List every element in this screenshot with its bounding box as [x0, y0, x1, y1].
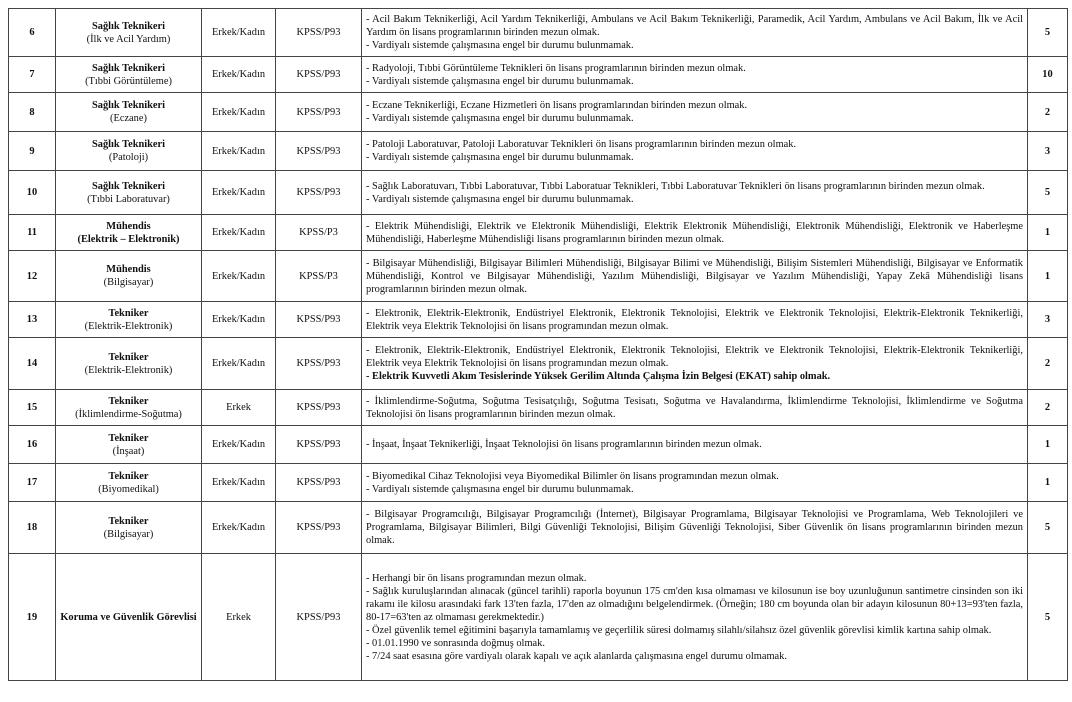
position-subtitle: (Elektrik-Elektronik)	[84, 320, 173, 332]
table-row	[9, 251, 1068, 302]
gender-cell: Erkek/Kadın	[202, 464, 276, 502]
position-subtitle: (Tıbbi Laboratuvar)	[87, 193, 170, 205]
quota-cell: 1	[1028, 215, 1068, 251]
position-title: Tekniker	[108, 351, 149, 363]
row-number: 16	[9, 426, 56, 464]
row-number: 17	[9, 464, 56, 502]
requirements-cell	[362, 171, 1028, 215]
position-title: Koruma ve Güvenlik Görevlisi	[60, 611, 197, 623]
quota-cell: 2	[1028, 338, 1068, 390]
position-title: Sağlık Teknikeri	[91, 20, 166, 32]
exam-score-type-cell: KPSS/P93	[276, 93, 362, 132]
requirement-item: - Vardiyalı sistemde çalışmasına engel bir durumu bulunmamak.	[366, 75, 634, 87]
gender-cell: Erkek/Kadın	[202, 9, 276, 57]
position-title: Sağlık Teknikeri	[91, 100, 166, 111]
requirements-cell	[362, 302, 1028, 338]
row-number: 9	[9, 132, 56, 171]
position-title-cell	[56, 338, 202, 390]
requirement-item: - 7/24 saat esasına göre vardiyalı olarak kapalı ve açık alanlarda çalışmasına engel durumu olmamak.	[366, 650, 787, 662]
gender-cell: Erkek/Kadın	[202, 57, 276, 93]
table-row	[9, 132, 1068, 171]
quota-cell: 5	[1028, 171, 1068, 215]
gender-cell: Erkek/Kadın	[202, 502, 276, 554]
exam-score-type-cell: KPSS/P93	[276, 171, 362, 215]
position-title: Tekniker	[108, 470, 149, 482]
requirement-item: - Sağlık kuruluşlarından alınacak (güncel tarihli) raporla boyunun 175 cm'den kısa olmaması ve kilosunun ise boy uzunluğunun santimetre cinsinden son iki rakamı ile kilosu arasındaki fark 13'ten fazla, 17'den az olmadığını belgelendirmek. (Örneğin; 180 cm boyunda olan bir adayın kilosunun 80+13=93'ten fazla, 80-17=63'ten az olmaması gerekmektedir.)	[366, 585, 1023, 623]
position-title: Tekniker	[108, 432, 149, 444]
table-row	[9, 302, 1068, 338]
position-subtitle: (İklimlendirme-Soğutma)	[75, 408, 182, 420]
requirement-item: - Biyomedikal Cihaz Teknolojisi veya Biyomedikal Bilimler ön lisans programından mezun olmak.	[366, 470, 779, 482]
quota-cell: 5	[1028, 502, 1068, 554]
position-title: Sağlık Teknikeri	[91, 62, 166, 74]
requirement-item-bold: - Elektrik Kuvvetli Akım Tesislerinde Yüksek Gerilim Altında Çalışma İzin Belgesi (EKAT) sahip olmak.	[366, 371, 831, 382]
requirement-item: - Bilgisayar Programcılığı, Bilgisayar Programcılığı (İnternet), Bilgisayar Programlama, Bilgisayar Teknolojisi ve Programlama, Web Teknolojileri ve Programlama, Bilgisayar Bilimleri, Bilgi Güvenliği Teknolojisi, Bilişim Güvenliği Teknolojisi, Siber Güvenlik ön lisans programlarının birinden mezun olmak.	[366, 509, 1023, 546]
requirement-item: - İnşaat, İnşaat Teknikerliği, İnşaat Teknolojisi ön lisans programlarının birinden mezun olmak.	[366, 439, 762, 450]
gender-cell: Erkek	[202, 554, 276, 681]
position-title: Tekniker	[108, 515, 149, 527]
exam-score-type-cell: KPSS/P93	[276, 464, 362, 502]
requirements-cell	[362, 338, 1028, 390]
requirements-cell	[362, 132, 1028, 171]
requirement-item: - Vardiyalı sistemde çalışmasına engel bir durumu bulunmamak.	[366, 483, 634, 495]
quota-cell: 1	[1028, 464, 1068, 502]
position-subtitle: (Bilgisayar)	[103, 277, 154, 288]
position-title: Sağlık Teknikeri	[91, 180, 166, 192]
gender-cell: Erkek/Kadın	[202, 338, 276, 390]
position-title: Sağlık Teknikeri	[91, 139, 166, 150]
gender-cell: Erkek/Kadın	[202, 426, 276, 464]
gender-cell: Erkek/Kadın	[202, 215, 276, 251]
exam-score-type-cell: KPSS/P93	[276, 302, 362, 338]
position-title-cell	[56, 426, 202, 464]
row-number: 19	[9, 554, 56, 681]
quota-cell: 5	[1028, 554, 1068, 681]
quota-cell: 3	[1028, 132, 1068, 171]
requirements-cell	[362, 554, 1028, 681]
requirements-cell	[362, 426, 1028, 464]
row-number: 15	[9, 390, 56, 426]
requirement-item: - Radyoloji, Tıbbi Görüntüleme Teknikleri ön lisans programlarının birinden mezun olmak.	[366, 62, 746, 74]
quota-cell: 3	[1028, 302, 1068, 338]
requirements-cell	[362, 9, 1028, 57]
requirement-item: - Acil Bakım Teknikerliği, Acil Yardım Teknikerliği, Ambulans ve Acil Bakım Teknikerliği, Paramedik, Acil Yardım, Ambulans ve Acil Bakım, İlk ve Acil Yardım ön lisans programlarının birinden mezun olmak.	[366, 14, 1023, 38]
position-title-cell	[56, 464, 202, 502]
exam-score-type-cell: KPSS/P93	[276, 338, 362, 390]
position-subtitle: (Elektrik – Elektronik)	[77, 233, 180, 245]
requirement-item: - Özel güvenlik temel eğitimini başarıyla tamamlamış ve geçerlilik süresi dolmamış silahlı/silahsız özel güvenlik görevlisi kimlik kartına sahip olmak.	[366, 624, 992, 636]
requirement-item: - Herhangi bir ön lisans programından mezun olmak.	[366, 572, 587, 584]
position-title: Tekniker	[108, 307, 149, 319]
exam-score-type-cell: KPSS/P93	[276, 426, 362, 464]
position-subtitle: (İnşaat)	[112, 445, 145, 457]
exam-score-type-cell: KPSS/P93	[276, 9, 362, 57]
row-number: 11	[9, 215, 56, 251]
requirement-item: - Patoloji Laboratuvar, Patoloji Laboratuvar Teknikleri ön lisans programlarının birinden mezun olmak.	[366, 139, 797, 150]
position-subtitle: (Biyomedikal)	[98, 483, 159, 495]
exam-score-type-cell: KPSS/P93	[276, 390, 362, 426]
row-number: 7	[9, 57, 56, 93]
table-row	[9, 9, 1068, 57]
exam-score-type-cell: KPSS/P93	[276, 132, 362, 171]
requirement-item: - Vardiyalı sistemde çalışmasına engel bir durumu bulunmamak.	[366, 40, 634, 51]
position-subtitle: (Bilgisayar)	[103, 528, 154, 540]
requirement-item: - Elektronik, Elektrik-Elektronik, Endüstriyel Elektronik, Elektronik Teknolojisi, Elektrik ve Elektronik Teknolojisi, Elektrik-Elektronik Teknikerliği, Elektrik veya Elektrik Teknolojisi ön lisans programından mezun olmak.	[366, 345, 1023, 369]
position-title-cell	[56, 502, 202, 554]
row-number: 12	[9, 251, 56, 302]
requirement-item: - Eczane Teknikerliği, Eczane Hizmetleri ön lisans programlarından birinden mezun olmak.	[366, 100, 748, 111]
table-row	[9, 215, 1068, 251]
position-title-cell	[56, 171, 202, 215]
row-number: 13	[9, 302, 56, 338]
gender-cell: Erkek	[202, 390, 276, 426]
requirement-item: - Elektrik Mühendisliği, Elektrik ve Elektronik Mühendisliği, Elektrik Elektronik Mühendisliği, Elektronik Mühendisliği, Elektronik ve Haberleşme Mühendisliği, Haberleşme Mühendisliği lisans programlarının birinden mezun olmak.	[366, 220, 1023, 245]
exam-score-type-cell: KPSS/P3	[276, 251, 362, 302]
table-row	[9, 426, 1068, 464]
exam-score-type-cell: KPSS/P93	[276, 57, 362, 93]
requirements-cell	[362, 502, 1028, 554]
position-title-cell	[56, 215, 202, 251]
quota-cell: 2	[1028, 390, 1068, 426]
quota-cell: 1	[1028, 426, 1068, 464]
requirements-cell	[362, 57, 1028, 93]
quota-cell: 2	[1028, 93, 1068, 132]
position-title: Mühendis	[106, 264, 151, 275]
requirement-item: - Sağlık Laboratuvarı, Tıbbi Laboratuvar, Tıbbi Laboratuar Teknikleri, Tıbbi Laboratuvar Teknikleri ön lisans programlarının birinden mezun olmak.	[366, 180, 985, 192]
table-row	[9, 57, 1068, 93]
requirements-cell	[362, 215, 1028, 251]
position-title-cell	[56, 390, 202, 426]
gender-cell: Erkek/Kadın	[202, 93, 276, 132]
exam-score-type-cell: KPSS/P93	[276, 554, 362, 681]
requirement-item: - Vardiyalı sistemde çalışmasına engel bir durumu bulunmamak.	[366, 193, 634, 205]
requirement-item: - Elektronik, Elektrik-Elektronik, Endüstriyel Elektronik, Elektronik Teknolojisi, Elektrik ve Elektronik Teknolojisi, Elektrik-Elektronik Teknikerliği, Elektrik veya Elektrik Teknolojisi ön lisans programından mezun olmak.	[366, 307, 1023, 332]
position-subtitle: (Eczane)	[110, 113, 147, 124]
row-number: 18	[9, 502, 56, 554]
position-title: Mühendis	[106, 220, 151, 232]
position-title-cell	[56, 302, 202, 338]
row-number: 14	[9, 338, 56, 390]
requirement-item: - Bilgisayar Mühendisliği, Bilgisayar Bilimleri Mühendisliği, Bilgisayar Bilimi ve Mühendisliği, Bilişim Sistemleri Mühendisliği, Bilgisayar ve Enformatik Mühendisliği, Kontrol ve Bilgisayar Mühendisliği, Yazılım Mühendisliği, Bilgisayar ve Yazılım Mühendisliği, Yapay Zekâ Mühendisliği lisans programlarının birinden mezun olmak.	[366, 257, 1023, 295]
position-title-cell	[56, 132, 202, 171]
table-row	[9, 390, 1068, 426]
quota-cell: 1	[1028, 251, 1068, 302]
table-row	[9, 554, 1068, 681]
requirement-item: - 01.01.1990 ve sonrasında doğmuş olmak.	[366, 637, 545, 649]
quota-cell: 5	[1028, 9, 1068, 57]
exam-score-type-cell: KPSS/P3	[276, 215, 362, 251]
requirements-cell	[362, 390, 1028, 426]
requirements-cell	[362, 464, 1028, 502]
table-row	[9, 464, 1068, 502]
requirements-cell	[362, 251, 1028, 302]
row-number: 6	[9, 9, 56, 57]
table-row	[9, 171, 1068, 215]
position-subtitle: (Patoloji)	[108, 152, 149, 163]
position-subtitle: (İlk ve Acil Yardım)	[86, 33, 171, 45]
gender-cell: Erkek/Kadın	[202, 132, 276, 171]
requirements-cell	[362, 93, 1028, 132]
positions-table	[8, 8, 1068, 681]
row-number: 8	[9, 93, 56, 132]
position-title-cell	[56, 93, 202, 132]
requirement-item: - Vardiyalı sistemde çalışmasına engel bir durumu bulunmamak.	[366, 152, 634, 163]
requirement-item: - Vardiyalı sistemde çalışmasına engel bir durumu bulunmamak.	[366, 113, 634, 124]
table-row	[9, 93, 1068, 132]
gender-cell: Erkek/Kadın	[202, 302, 276, 338]
quota-cell: 10	[1028, 57, 1068, 93]
position-title-cell	[56, 9, 202, 57]
position-subtitle: (Tıbbi Görüntüleme)	[85, 75, 172, 87]
position-title: Tekniker	[108, 395, 149, 407]
gender-cell: Erkek/Kadın	[202, 251, 276, 302]
position-title-cell	[56, 57, 202, 93]
row-number: 10	[9, 171, 56, 215]
position-title-cell	[56, 251, 202, 302]
table-row	[9, 338, 1068, 390]
positions-table-body	[9, 9, 1068, 681]
requirement-item: - İklimlendirme-Soğutma, Soğutma Tesisatçılığı, Soğutma Tesisatı, Soğutma ve Havalandırma, İklimlendirme Teknolojisi, İklimlendirme ve Soğutma Teknolojisi ön lisans programlarının birinden mezun olmak.	[366, 395, 1023, 420]
gender-cell: Erkek/Kadın	[202, 171, 276, 215]
position-title-cell	[56, 554, 202, 681]
table-row	[9, 502, 1068, 554]
exam-score-type-cell: KPSS/P93	[276, 502, 362, 554]
position-subtitle: (Elektrik-Elektronik)	[84, 364, 173, 376]
